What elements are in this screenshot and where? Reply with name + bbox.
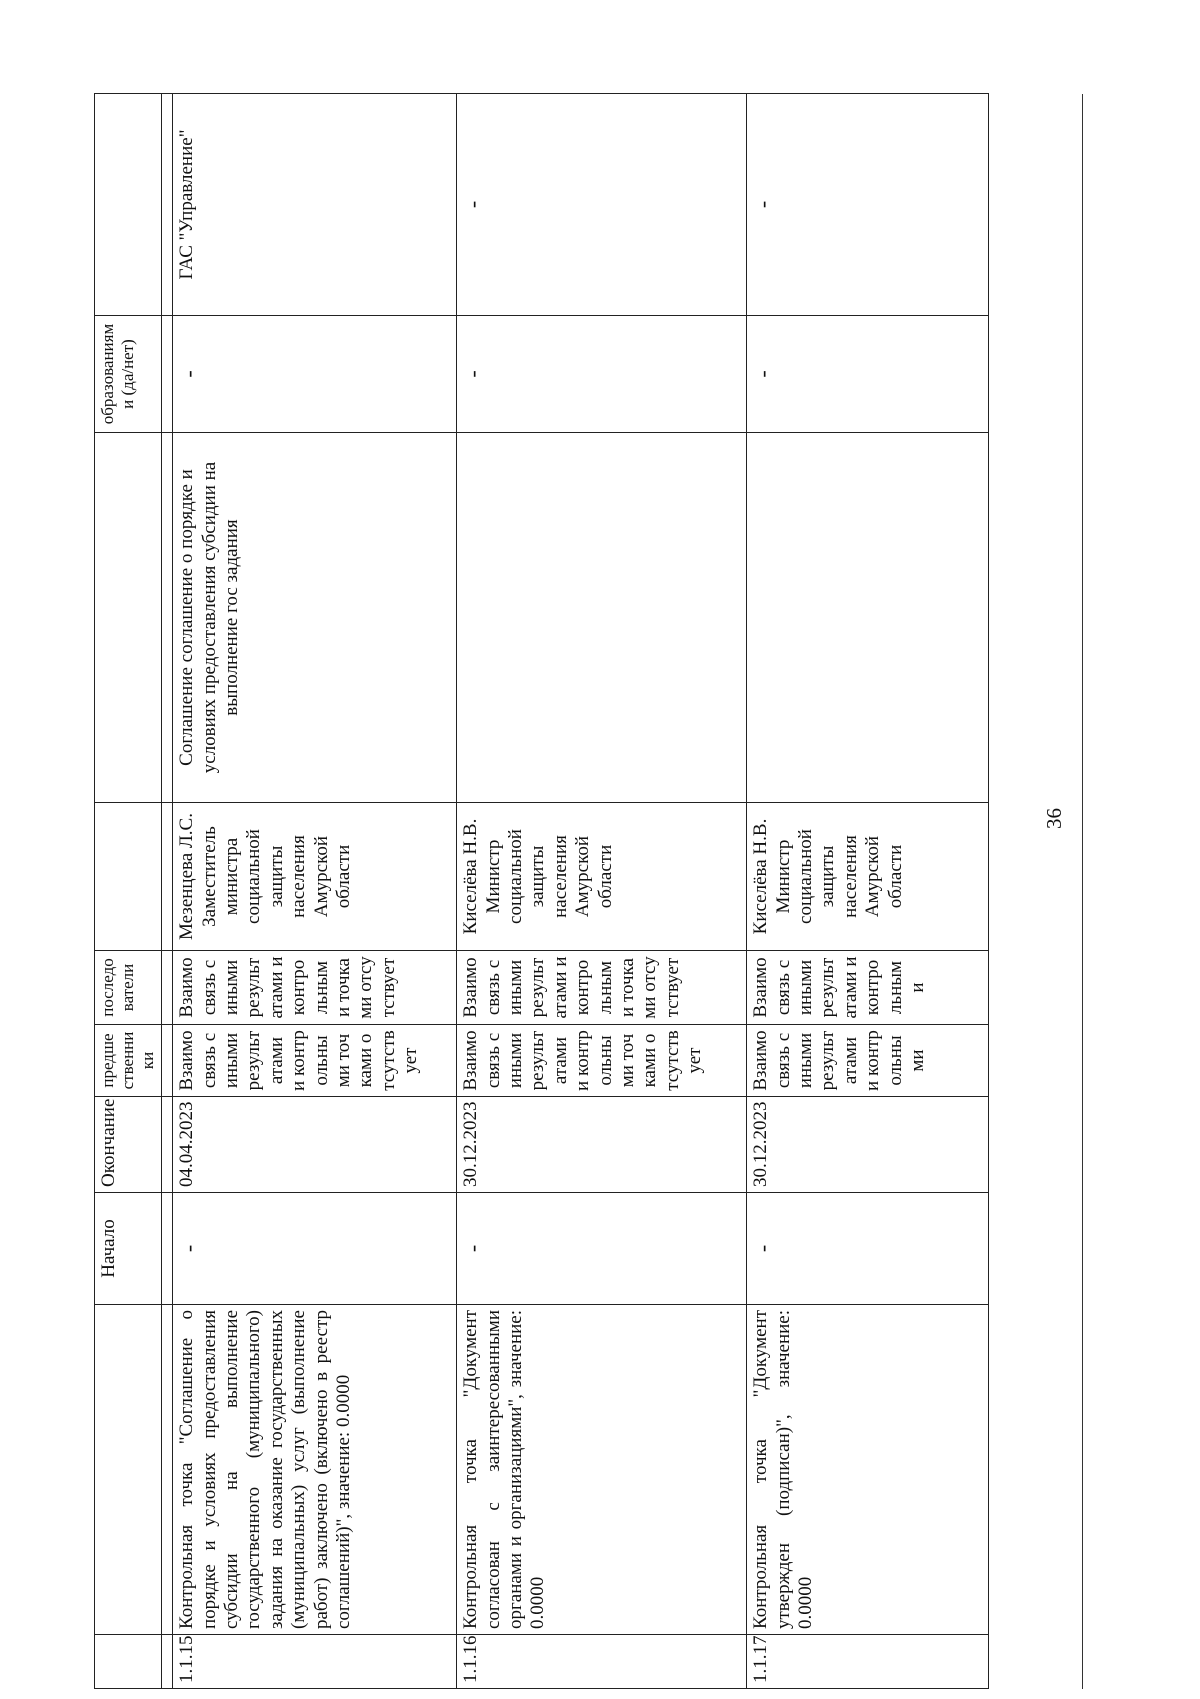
table-row bbox=[173, 94, 457, 1689]
header-num bbox=[95, 1635, 162, 1689]
header-responsible bbox=[95, 803, 162, 951]
header-start: Начало bbox=[95, 1193, 162, 1305]
row-name: Контрольная точка "Документ утвержден (подписан)", значение: 0.0000 bbox=[747, 1305, 989, 1635]
row-predecessors: Взаимосвязь с иными результатами и контрольными точками отсутствует bbox=[457, 1025, 747, 1097]
row-document bbox=[747, 433, 989, 803]
row-number: 1.1.17 bbox=[747, 1635, 989, 1689]
header-successors: последователи bbox=[95, 951, 162, 1025]
table-row bbox=[457, 94, 747, 1689]
row-formed: - bbox=[747, 316, 989, 433]
header-name bbox=[95, 1305, 162, 1635]
row-successors: Взаимосвязь с иными результатами и контрольными bbox=[747, 951, 989, 1025]
row-system: - bbox=[747, 94, 989, 316]
row-start: - bbox=[457, 1193, 747, 1305]
row-start: - bbox=[747, 1193, 989, 1305]
row-system: - bbox=[457, 94, 747, 316]
control-points-table bbox=[94, 93, 989, 1689]
row-name: Контрольная точка "Соглашение о порядке и условиях предоставления субсидии на выполнение государственного (муниципального) задания на оказание государственных (муниципальных) услуг (выполнение работ) заключено (включено в реестр соглашений)", значение: 0.0000 bbox=[173, 1305, 457, 1635]
row-document: Соглашение соглашение о порядке и условиях предоставления субсидии на выполнение гос задания bbox=[173, 433, 457, 803]
row-predecessors: Взаимосвязь с иными результатами и контрольными точками отсутствует bbox=[173, 1025, 457, 1097]
row-number: 1.1.15 bbox=[173, 1635, 457, 1689]
row-end: 04.04.2023 bbox=[173, 1097, 457, 1193]
page-number: 36 bbox=[1042, 808, 1066, 829]
header-end: Окончание bbox=[95, 1097, 162, 1193]
row-system: ГАС "Управление" bbox=[173, 94, 457, 316]
row-successors: Взаимосвязь с иными результатами и контрольными точками отсутствует bbox=[457, 951, 747, 1025]
page-bottom-rule bbox=[1082, 94, 1083, 1689]
spacer-row bbox=[162, 94, 173, 1689]
row-end: 30.12.2023 bbox=[747, 1097, 989, 1193]
row-formed: - bbox=[457, 316, 747, 433]
table-row bbox=[747, 94, 989, 1689]
row-name: Контрольная точка "Документ согласован с заинтересованными органами и организациями", значение: 0.0000 bbox=[457, 1305, 747, 1635]
row-end: 30.12.2023 bbox=[457, 1097, 747, 1193]
row-successors: Взаимосвязь с иными результатами и контрольными точками отсутствует bbox=[173, 951, 457, 1025]
table-header-row bbox=[95, 94, 162, 1689]
header-system bbox=[95, 94, 162, 316]
header-formed-by: образованиями (да/нет) bbox=[95, 316, 162, 433]
header-predecessors: предшественники bbox=[95, 1025, 162, 1097]
row-document bbox=[457, 433, 747, 803]
row-responsible: Киселёва Н.В. Министр социальной защиты населения Амурской области bbox=[747, 803, 989, 951]
row-start: - bbox=[173, 1193, 457, 1305]
row-predecessors: Взаимосвязь с иными результатами и контрольными bbox=[747, 1025, 989, 1097]
header-document bbox=[95, 433, 162, 803]
row-responsible: Мезенцева Л.С. Заместитель министра социальной защиты населения Амурской области bbox=[173, 803, 457, 951]
row-formed: - bbox=[173, 316, 457, 433]
row-number: 1.1.16 bbox=[457, 1635, 747, 1689]
row-responsible: Киселёва Н.В. Министр социальной защиты населения Амурской области bbox=[457, 803, 747, 951]
